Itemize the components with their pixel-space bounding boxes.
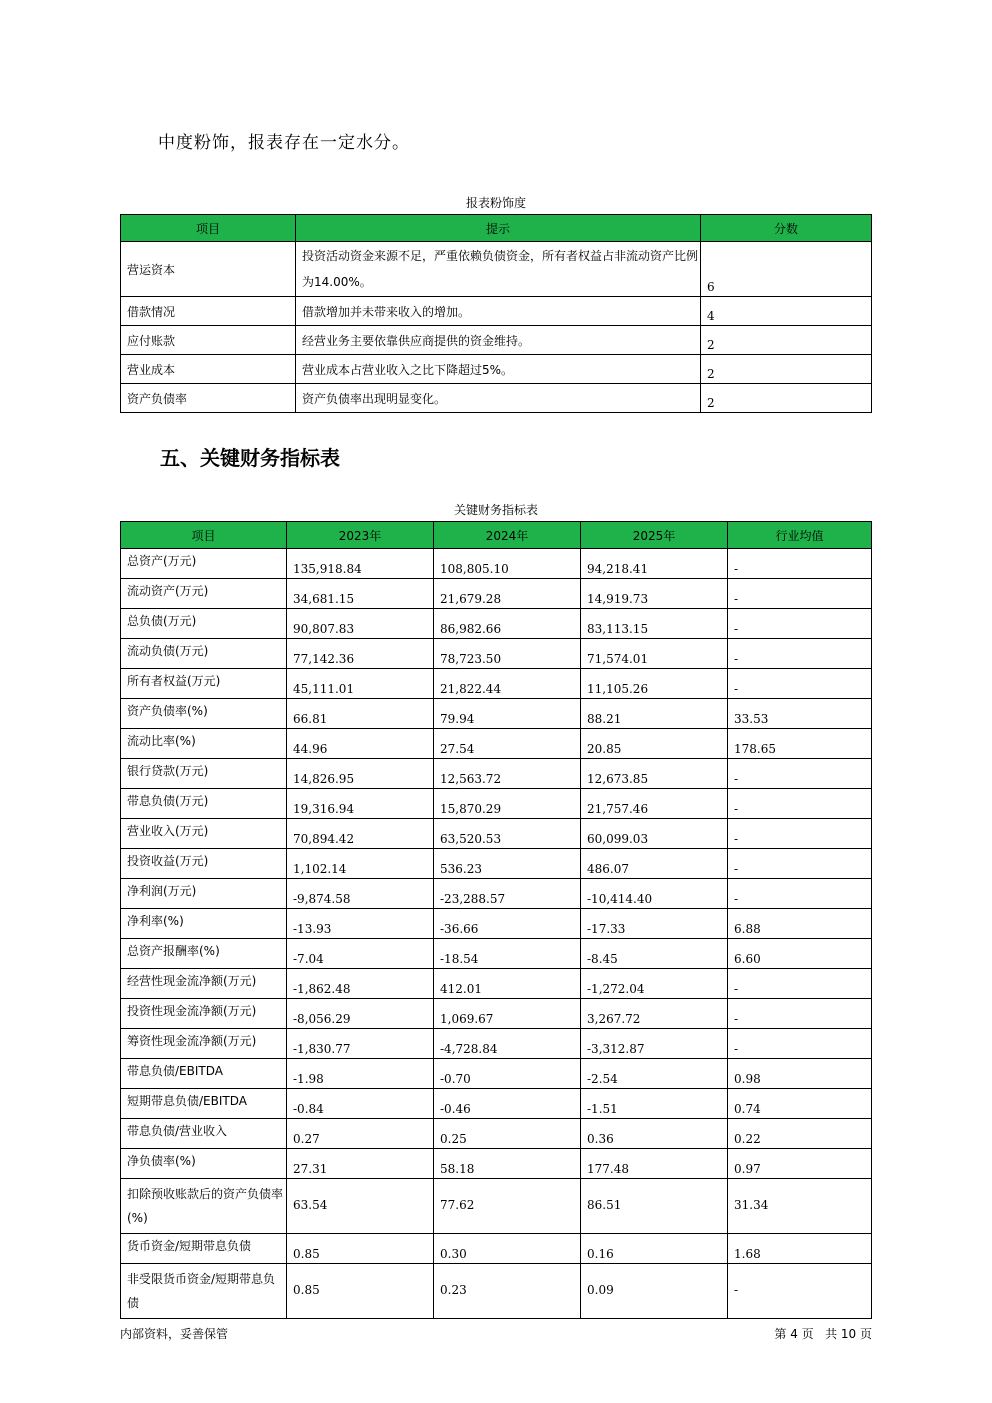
value-cell: 44.96 xyxy=(287,729,434,759)
row-label: 资产负债率(%) xyxy=(121,699,287,729)
value-cell: -9,874.58 xyxy=(287,879,434,909)
value-cell: -1,830.77 xyxy=(287,1029,434,1059)
value-cell: 27.54 xyxy=(434,729,581,759)
table-row xyxy=(121,1059,872,1089)
value-cell: 0.97 xyxy=(728,1149,872,1179)
value-cell: 0.74 xyxy=(728,1089,872,1119)
table-row xyxy=(121,789,872,819)
value-cell: - xyxy=(728,549,872,579)
value-cell: 21,822.44 xyxy=(434,669,581,699)
table-row xyxy=(121,639,872,669)
row-label: 总资产(万元) xyxy=(121,549,287,579)
value-cell: 14,919.73 xyxy=(581,579,728,609)
value-cell: 66.81 xyxy=(287,699,434,729)
header-cell: 提示 xyxy=(296,215,701,242)
value-cell: - xyxy=(728,849,872,879)
header-cell: 项目 xyxy=(121,215,296,242)
row-label: 带息负债/营业收入 xyxy=(121,1119,287,1149)
row-label: 带息负债(万元) xyxy=(121,789,287,819)
value-cell: 135,918.84 xyxy=(287,549,434,579)
value-cell: 63.54 xyxy=(287,1179,434,1234)
row-label: 流动负债(万元) xyxy=(121,639,287,669)
value-cell: -1,272.04 xyxy=(581,969,728,999)
value-cell: 70,894.42 xyxy=(287,819,434,849)
value-cell: 0.36 xyxy=(581,1119,728,1149)
hint-cell: 营业成本占营业收入之比下降超过5%。 xyxy=(296,355,701,384)
value-cell: 90,807.83 xyxy=(287,609,434,639)
value-cell: 1.68 xyxy=(728,1234,872,1264)
value-cell: 88.21 xyxy=(581,699,728,729)
row-label: 非受限货币资金/短期带息负债 xyxy=(121,1264,287,1319)
score-cell: 6 xyxy=(701,242,872,297)
value-cell: 178.65 xyxy=(728,729,872,759)
table-row xyxy=(121,939,872,969)
row-label: 借款情况 xyxy=(121,297,296,326)
value-cell: -0.84 xyxy=(287,1089,434,1119)
value-cell: -4,728.84 xyxy=(434,1029,581,1059)
value-cell: 177.48 xyxy=(581,1149,728,1179)
value-cell: 0.25 xyxy=(434,1119,581,1149)
row-label: 所有者权益(万元) xyxy=(121,669,287,699)
value-cell: 21,679.28 xyxy=(434,579,581,609)
value-cell: 86.51 xyxy=(581,1179,728,1234)
table-header-row xyxy=(121,522,872,549)
footer-confidential: 内部资料，妥善保管 xyxy=(120,1327,229,1341)
table-row xyxy=(121,969,872,999)
row-label: 营运资本 xyxy=(121,242,296,297)
value-cell: -13.93 xyxy=(287,909,434,939)
value-cell: - xyxy=(728,879,872,909)
value-cell: 33.53 xyxy=(728,699,872,729)
table-row xyxy=(121,297,872,326)
value-cell: - xyxy=(728,579,872,609)
header-cell: 2023年 xyxy=(287,522,434,549)
value-cell: - xyxy=(728,819,872,849)
table-row xyxy=(121,549,872,579)
value-cell: -23,288.57 xyxy=(434,879,581,909)
value-cell: - xyxy=(728,639,872,669)
row-label: 应付账款 xyxy=(121,326,296,355)
table-row xyxy=(121,849,872,879)
table-row xyxy=(121,819,872,849)
table-row xyxy=(121,355,872,384)
value-cell: 486.07 xyxy=(581,849,728,879)
row-label: 流动比率(%) xyxy=(121,729,287,759)
value-cell: 60,099.03 xyxy=(581,819,728,849)
table-row xyxy=(121,909,872,939)
value-cell: 31.34 xyxy=(728,1179,872,1234)
value-cell: - xyxy=(728,759,872,789)
value-cell: -36.66 xyxy=(434,909,581,939)
value-cell: 108,805.10 xyxy=(434,549,581,579)
value-cell: 14,826.95 xyxy=(287,759,434,789)
value-cell: 0.23 xyxy=(434,1264,581,1319)
header-cell: 2024年 xyxy=(434,522,581,549)
row-label: 扣除预收账款后的资产负债率(%) xyxy=(121,1179,287,1234)
value-cell: -17.33 xyxy=(581,909,728,939)
value-cell: 78,723.50 xyxy=(434,639,581,669)
row-label: 筹资性现金流净额(万元) xyxy=(121,1029,287,1059)
header-cell: 项目 xyxy=(121,522,287,549)
table2-caption: 关键财务指标表 xyxy=(453,503,538,517)
value-cell: -1.98 xyxy=(287,1059,434,1089)
value-cell: 536.23 xyxy=(434,849,581,879)
hint-cell: 经营业务主要依靠供应商提供的资金维持。 xyxy=(296,326,701,355)
value-cell: -18.54 xyxy=(434,939,581,969)
value-cell: 94,218.41 xyxy=(581,549,728,579)
value-cell: 1,102.14 xyxy=(287,849,434,879)
table-row xyxy=(121,1179,872,1234)
table-row xyxy=(121,1149,872,1179)
row-label: 净负债率(%) xyxy=(121,1149,287,1179)
row-label: 营业收入(万元) xyxy=(121,819,287,849)
value-cell: 0.22 xyxy=(728,1119,872,1149)
value-cell: 412.01 xyxy=(434,969,581,999)
value-cell: -1.51 xyxy=(581,1089,728,1119)
value-cell: 0.85 xyxy=(287,1264,434,1319)
header-cell: 分数 xyxy=(701,215,872,242)
value-cell: 58.18 xyxy=(434,1149,581,1179)
row-label: 净利润(万元) xyxy=(121,879,287,909)
value-cell: 86,982.66 xyxy=(434,609,581,639)
value-cell: 0.85 xyxy=(287,1234,434,1264)
row-label: 总资产报酬率(%) xyxy=(121,939,287,969)
score-cell: 2 xyxy=(701,355,872,384)
score-cell: 4 xyxy=(701,297,872,326)
value-cell: 34,681.15 xyxy=(287,579,434,609)
row-label: 资产负债率 xyxy=(121,384,296,413)
value-cell: -8.45 xyxy=(581,939,728,969)
value-cell: - xyxy=(728,1264,872,1319)
row-label: 净利率(%) xyxy=(121,909,287,939)
row-label: 短期带息负债/EBITDA xyxy=(121,1089,287,1119)
value-cell: 0.30 xyxy=(434,1234,581,1264)
value-cell: - xyxy=(728,609,872,639)
table-row xyxy=(121,699,872,729)
value-cell: -7.04 xyxy=(287,939,434,969)
row-label: 投资性现金流净额(万元) xyxy=(121,999,287,1029)
value-cell: 0.16 xyxy=(581,1234,728,1264)
row-label: 营业成本 xyxy=(121,355,296,384)
value-cell: -3,312.87 xyxy=(581,1029,728,1059)
value-cell: -0.70 xyxy=(434,1059,581,1089)
row-label: 投资收益(万元) xyxy=(121,849,287,879)
table-row xyxy=(121,242,872,297)
value-cell: 79.94 xyxy=(434,699,581,729)
value-cell: 1,069.67 xyxy=(434,999,581,1029)
table-row xyxy=(121,999,872,1029)
table-row xyxy=(121,1089,872,1119)
table-row xyxy=(121,1234,872,1264)
table-row xyxy=(121,729,872,759)
table-row xyxy=(121,609,872,639)
row-label: 带息负债/EBITDA xyxy=(121,1059,287,1089)
whitewash-table xyxy=(120,214,872,413)
value-cell: 3,267.72 xyxy=(581,999,728,1029)
footer-page-number: 第 4 页 共 10 页 xyxy=(774,1327,872,1341)
value-cell: 19,316.94 xyxy=(287,789,434,819)
value-cell: 0.98 xyxy=(728,1059,872,1089)
table-row xyxy=(121,384,872,413)
header-cell: 行业均值 xyxy=(728,522,872,549)
table-row xyxy=(121,1264,872,1319)
value-cell: 77.62 xyxy=(434,1179,581,1234)
value-cell: - xyxy=(728,669,872,699)
value-cell: 21,757.46 xyxy=(581,789,728,819)
table-row xyxy=(121,1119,872,1149)
value-cell: 12,563.72 xyxy=(434,759,581,789)
hint-cell: 资产负债率出现明显变化。 xyxy=(296,384,701,413)
table-row xyxy=(121,1029,872,1059)
table1-caption: 报表粉饰度 xyxy=(465,196,526,210)
hint-cell: 投资活动资金来源不足，严重依赖负债资金，所有者权益占非流动资产比例为14.00%。 xyxy=(296,242,701,297)
row-label: 经营性现金流净额(万元) xyxy=(121,969,287,999)
table-row xyxy=(121,759,872,789)
score-cell: 2 xyxy=(701,384,872,413)
value-cell: - xyxy=(728,1029,872,1059)
table-row xyxy=(121,669,872,699)
value-cell: -0.46 xyxy=(434,1089,581,1119)
value-cell: -1,862.48 xyxy=(287,969,434,999)
value-cell: 71,574.01 xyxy=(581,639,728,669)
value-cell: 12,673.85 xyxy=(581,759,728,789)
value-cell: 0.27 xyxy=(287,1119,434,1149)
row-label: 银行贷款(万元) xyxy=(121,759,287,789)
row-label: 总负债(万元) xyxy=(121,609,287,639)
value-cell: 20.85 xyxy=(581,729,728,759)
header-cell: 2025年 xyxy=(581,522,728,549)
score-cell: 2 xyxy=(701,326,872,355)
row-label: 流动资产(万元) xyxy=(121,579,287,609)
value-cell: 45,111.01 xyxy=(287,669,434,699)
value-cell: 6.88 xyxy=(728,909,872,939)
value-cell: 77,142.36 xyxy=(287,639,434,669)
intro-text: 中度粉饰，报表存在一定水分。 xyxy=(158,133,410,153)
value-cell: 27.31 xyxy=(287,1149,434,1179)
table-row xyxy=(121,879,872,909)
hint-cell: 借款增加并未带来收入的增加。 xyxy=(296,297,701,326)
value-cell: 6.60 xyxy=(728,939,872,969)
value-cell: 63,520.53 xyxy=(434,819,581,849)
section-title: 五、关键财务指标表 xyxy=(160,446,340,470)
table-header-row xyxy=(121,215,872,242)
value-cell: - xyxy=(728,789,872,819)
value-cell: -2.54 xyxy=(581,1059,728,1089)
table-row xyxy=(121,326,872,355)
value-cell: 0.09 xyxy=(581,1264,728,1319)
value-cell: 83,113.15 xyxy=(581,609,728,639)
value-cell: 15,870.29 xyxy=(434,789,581,819)
row-label: 货币资金/短期带息负债 xyxy=(121,1234,287,1264)
value-cell: - xyxy=(728,999,872,1029)
table-row xyxy=(121,579,872,609)
value-cell: -8,056.29 xyxy=(287,999,434,1029)
value-cell: - xyxy=(728,969,872,999)
value-cell: -10,414.40 xyxy=(581,879,728,909)
value-cell: 11,105.26 xyxy=(581,669,728,699)
key-financial-table xyxy=(120,521,872,1319)
